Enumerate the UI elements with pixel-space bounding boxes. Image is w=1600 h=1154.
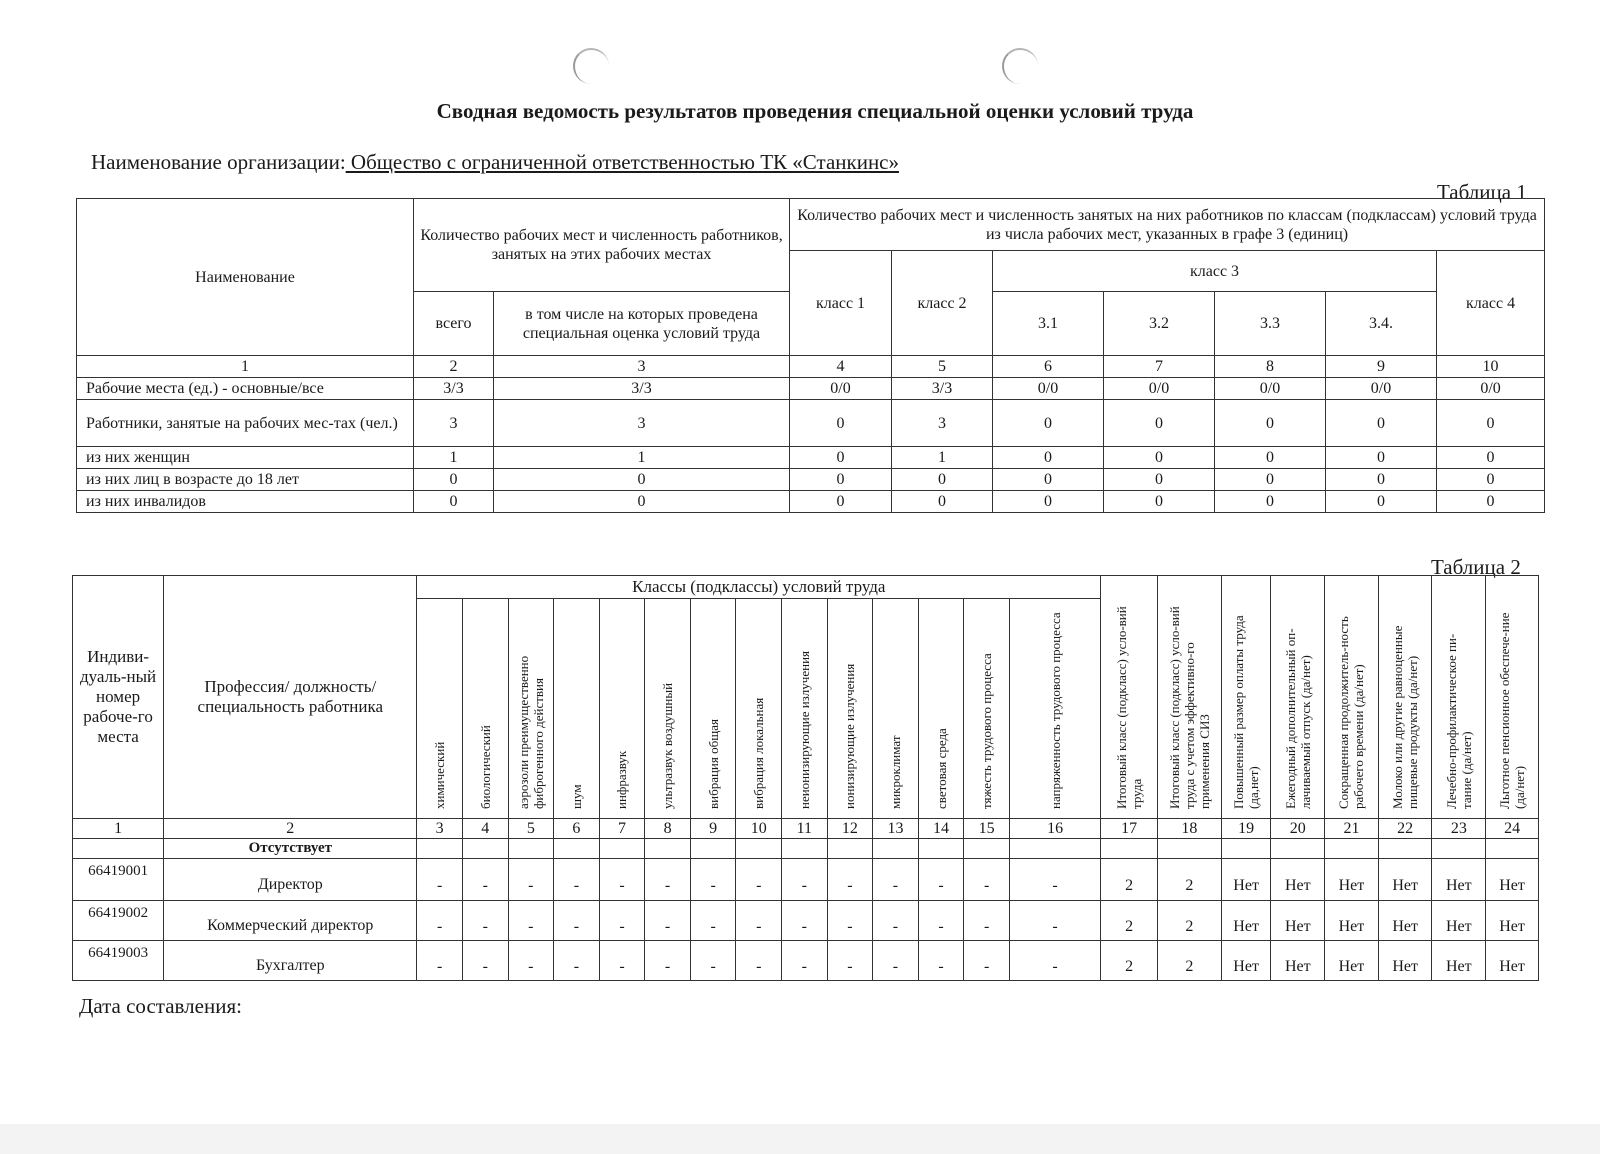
t2-header-result (1486, 576, 1539, 819)
t2-header-factor (964, 599, 1010, 819)
t2-header-factor (873, 599, 919, 819)
t2-row (73, 901, 1539, 941)
t2-header-factor (690, 599, 736, 819)
t1-cell: 0 (1326, 491, 1437, 513)
t2-cell: - (964, 941, 1010, 981)
t1-col-number: 3 (494, 356, 790, 378)
t1-col-number: 10 (1437, 356, 1545, 378)
t2-header-result-text: Молоко или другие равноценные пищевые продукты (да/нет) (1390, 625, 1421, 809)
t2-section-label: Отсутствует (164, 839, 417, 859)
t2-cell: - (918, 901, 964, 941)
t2-cell: - (462, 941, 508, 981)
t2-cell: Нет (1378, 941, 1432, 981)
t1-header-3-3: 3.3 (1215, 292, 1326, 356)
summary-table (76, 198, 1545, 513)
t2-col-number: 3 (417, 819, 463, 839)
t1-col-number: 7 (1104, 356, 1215, 378)
t2-row (73, 941, 1539, 981)
t2-section-empty (645, 839, 691, 859)
t2-header-factor-text: биологический (477, 725, 493, 809)
t2-cell: - (462, 859, 508, 901)
t2-cell: Нет (1325, 901, 1379, 941)
t2-cell: - (918, 941, 964, 981)
workplace-id: 66419002 (73, 901, 164, 941)
t1-cell: 0 (1104, 447, 1215, 469)
t2-cell: - (782, 941, 828, 981)
t2-header-factor (645, 599, 691, 819)
t2-section-empty (1157, 839, 1221, 859)
t2-cell: - (873, 941, 919, 981)
t2-cell: Нет (1271, 941, 1325, 981)
t2-header-factor-text: вибрация общая (705, 719, 721, 809)
t1-cell: 0 (790, 447, 892, 469)
t1-cell: 0 (790, 400, 892, 447)
t1-cell: 0/0 (1437, 378, 1545, 400)
t2-col-number: 19 (1221, 819, 1271, 839)
t1-cell: 0 (790, 469, 892, 491)
t1-cell: 0 (892, 469, 993, 491)
t2-header-factor (1009, 599, 1100, 819)
t2-cell: - (645, 901, 691, 941)
t1-cell: 0 (993, 447, 1104, 469)
t2-cell: - (690, 901, 736, 941)
t2-header-factor (462, 599, 508, 819)
t2-section-empty (918, 839, 964, 859)
t1-header-count: Количество рабочих мест и численность работников, занятых на этих рабочих местах (414, 199, 790, 292)
t1-row-label: Работники, занятые на рабочих мес-тах (чел.) (77, 400, 414, 447)
t2-cell: Нет (1432, 901, 1486, 941)
t2-header-factor-text: напряженность трудового процесса (1047, 612, 1063, 809)
t2-header-result-text: Ежегодный дополнительный оп-лачиваемый отпуск (да/нет) (1282, 628, 1313, 809)
t2-row (73, 859, 1539, 901)
t2-col-number: 18 (1157, 819, 1221, 839)
t1-cell: 0 (993, 469, 1104, 491)
t2-header-factor-text: шум (568, 784, 584, 809)
t2-section-empty (73, 839, 164, 859)
t2-cell: - (1009, 941, 1100, 981)
t1-column-numbers (77, 356, 1545, 378)
t2-cell: Нет (1221, 859, 1271, 901)
t1-col-number: 4 (790, 356, 892, 378)
t2-header-factor-text: вибрация локальная (751, 697, 767, 809)
t1-cell: 0 (1104, 400, 1215, 447)
t2-section-empty (508, 839, 554, 859)
t2-header-factor (827, 599, 873, 819)
t1-cell: 0 (1326, 469, 1437, 491)
t2-col-number: 10 (736, 819, 782, 839)
t2-section-empty (462, 839, 508, 859)
t2-cell: - (736, 859, 782, 901)
t2-col-number: 17 (1101, 819, 1158, 839)
t2-cell: 2 (1157, 941, 1221, 981)
t2-cell: - (508, 901, 554, 941)
organization-label: Наименование организации: (91, 150, 346, 174)
workplace-id: 66419001 (73, 859, 164, 901)
t2-header-result (1378, 576, 1432, 819)
t1-cell: 0/0 (1215, 378, 1326, 400)
t1-cell: 3/3 (892, 378, 993, 400)
t2-header-profession: Профессия/ должность/ специальность работника (164, 576, 417, 819)
t2-cell: - (736, 941, 782, 981)
t2-cell: - (873, 901, 919, 941)
t2-section-empty (964, 839, 1010, 859)
t1-cell: 0 (1437, 491, 1545, 513)
t2-header-factor-text: химический (432, 741, 448, 809)
t2-cell: 2 (1101, 859, 1158, 901)
t2-cell: - (690, 941, 736, 981)
t2-section-empty (1325, 839, 1379, 859)
t2-header-factor-text: ионизирующие излучения (842, 663, 858, 809)
t2-cell: Нет (1325, 859, 1379, 901)
t1-cell: 0 (1215, 469, 1326, 491)
t2-col-number: 1 (73, 819, 164, 839)
t2-col-number: 14 (918, 819, 964, 839)
t1-cell: 0 (414, 469, 494, 491)
t2-cell: Нет (1271, 859, 1325, 901)
t2-section-empty (690, 839, 736, 859)
t2-header-result (1432, 576, 1486, 819)
t2-header-factor-text: неионизирующие излучения (796, 651, 812, 809)
t2-col-number: 21 (1325, 819, 1379, 839)
t2-section-empty (599, 839, 645, 859)
t2-cell: - (417, 941, 463, 981)
t2-cell: - (417, 859, 463, 901)
t2-header-factor (554, 599, 600, 819)
t2-header-factor-text: ультразвук воздушный (660, 682, 676, 809)
t2-header-result-text: Лечебно-профилактическое пи-тание (да/нет) (1443, 633, 1474, 809)
t1-cell: 0 (790, 491, 892, 513)
t1-row (77, 400, 1545, 447)
t2-section-empty (1271, 839, 1325, 859)
t2-cell: - (827, 901, 873, 941)
t1-cell: 0/0 (1104, 378, 1215, 400)
t1-cell: 0 (1437, 447, 1545, 469)
table1-caption: Таблица 1 (1437, 180, 1527, 204)
table2-caption: Таблица 2 (1431, 555, 1521, 579)
t2-cell: - (873, 859, 919, 901)
t1-cell: 0 (1326, 400, 1437, 447)
t2-section-empty (827, 839, 873, 859)
t2-cell: - (690, 859, 736, 901)
t2-cell: - (462, 901, 508, 941)
t1-cell: 1 (414, 447, 494, 469)
t2-header-factor-text: аэрозоли преимущественно фиброгенного действия (515, 655, 546, 809)
t2-cell: - (827, 859, 873, 901)
t2-cell: 2 (1157, 901, 1221, 941)
t2-cell: Нет (1432, 859, 1486, 901)
organization-line (91, 150, 899, 175)
t2-cell: 2 (1101, 901, 1158, 941)
t1-cell: 0 (1104, 491, 1215, 513)
t2-cell: Нет (1325, 941, 1379, 981)
t1-cell: 0 (494, 469, 790, 491)
t1-cell: 0 (1215, 491, 1326, 513)
t2-cell: - (508, 941, 554, 981)
t1-row-label: Рабочие места (ед.) - основные/все (77, 378, 414, 400)
t1-cell: 0 (993, 400, 1104, 447)
t2-cell: Нет (1486, 901, 1539, 941)
compilation-date-label: Дата составления: (79, 994, 242, 1018)
t2-cell: - (508, 859, 554, 901)
t2-col-number: 16 (1009, 819, 1100, 839)
t2-cell: Нет (1271, 901, 1325, 941)
t1-row-label: из них лиц в возрасте до 18 лет (77, 469, 414, 491)
t2-section-empty (554, 839, 600, 859)
t2-cell: - (736, 901, 782, 941)
t2-col-number: 7 (599, 819, 645, 839)
t2-cell: Нет (1221, 941, 1271, 981)
t2-section-empty (736, 839, 782, 859)
punch-hole-right (1002, 48, 1038, 84)
t1-col-number: 6 (993, 356, 1104, 378)
t2-cell: - (599, 941, 645, 981)
t2-cell: - (1009, 859, 1100, 901)
t2-cell: - (827, 941, 873, 981)
t2-col-number: 12 (827, 819, 873, 839)
t2-header-result (1221, 576, 1271, 819)
profession-name: Бухгалтер (164, 941, 417, 981)
t2-header-classes: Классы (подклассы) условий труда (417, 576, 1101, 599)
t1-header-name: Наименование (77, 199, 414, 356)
t2-section-empty (1378, 839, 1432, 859)
t2-col-number: 2 (164, 819, 417, 839)
t1-header-classes: Количество рабочих мест и численность занятых на них работников по классам (подклассам) условий труда из числа рабочих мест, указанных в графе 3 (единиц) (790, 199, 1545, 251)
t2-cell: Нет (1486, 859, 1539, 901)
t1-col-number: 2 (414, 356, 494, 378)
t2-header-factor (508, 599, 554, 819)
t2-header-result (1325, 576, 1379, 819)
t1-header-3-1: 3.1 (993, 292, 1104, 356)
t1-cell: 0 (993, 491, 1104, 513)
t1-header-3-2: 3.2 (1104, 292, 1215, 356)
t1-cell: 1 (494, 447, 790, 469)
t2-col-number: 11 (782, 819, 828, 839)
t2-cell: - (964, 901, 1010, 941)
t2-header-result-text: Итоговый класс (подкласс) усло-вий труда (1114, 606, 1145, 809)
t1-cell: 0 (1437, 400, 1545, 447)
t2-section-empty (1486, 839, 1539, 859)
t2-col-number: 4 (462, 819, 508, 839)
t2-header-factor-text: микроклимат (887, 735, 903, 809)
t1-header-class3: класс 3 (993, 251, 1437, 292)
t2-header-factor-text: инфразвук (614, 750, 630, 809)
t2-cell: Нет (1486, 941, 1539, 981)
t2-cell: - (554, 901, 600, 941)
t1-cell: 0 (1215, 400, 1326, 447)
t1-header-class4: класс 4 (1437, 251, 1545, 356)
organization-name: Общество с ограниченной ответственностью ТК «Станкинс» (345, 150, 899, 174)
t2-header-factor (599, 599, 645, 819)
t2-header-factor-text: тяжесть трудового процесса (979, 653, 995, 809)
profession-name: Коммерческий директор (164, 901, 417, 941)
t2-col-number: 22 (1378, 819, 1432, 839)
t2-header-factor (782, 599, 828, 819)
t1-header-total: всего (414, 292, 494, 356)
t1-cell: 3 (892, 400, 993, 447)
t1-cell: 0 (1326, 447, 1437, 469)
t1-row (77, 469, 1545, 491)
t1-row-label: из них женщин (77, 447, 414, 469)
t1-col-number: 9 (1326, 356, 1437, 378)
t2-header-factor (736, 599, 782, 819)
t2-col-number: 20 (1271, 819, 1325, 839)
t2-header-result (1101, 576, 1158, 819)
scan-bottom-strip (0, 1124, 1600, 1154)
t2-cell: Нет (1378, 901, 1432, 941)
t1-cell: 0 (494, 491, 790, 513)
workplaces-table (72, 575, 1539, 981)
t2-cell: Нет (1432, 941, 1486, 981)
document-title: Сводная ведомость результатов проведения специальной оценки условий труда (436, 99, 1194, 123)
t2-col-number: 6 (554, 819, 600, 839)
t2-cell: - (417, 901, 463, 941)
t2-section-empty (782, 839, 828, 859)
t1-row (77, 378, 1545, 400)
t2-section-empty (873, 839, 919, 859)
t1-cell: 0 (1437, 469, 1545, 491)
t1-cell: 3/3 (494, 378, 790, 400)
t1-cell: 0 (414, 491, 494, 513)
t1-cell: 3 (494, 400, 790, 447)
t1-col-number: 8 (1215, 356, 1326, 378)
t1-cell: 0/0 (993, 378, 1104, 400)
t1-row (77, 447, 1545, 469)
t2-cell: - (964, 859, 1010, 901)
t2-header-result-text: Итоговый класс (подкласс) усло-вий труда с учетом эффективно-го применения СИЗ (1166, 606, 1212, 809)
t2-column-numbers (73, 819, 1539, 839)
t1-header-class2: класс 2 (892, 251, 993, 356)
t2-cell: - (782, 859, 828, 901)
t2-cell: - (554, 941, 600, 981)
t2-cell: 2 (1101, 941, 1158, 981)
t1-cell: 0 (892, 491, 993, 513)
t2-cell: - (1009, 901, 1100, 941)
t2-header-result-text: Льготное пенсионное обеспече-ние (да/нет) (1497, 612, 1528, 809)
t2-cell: - (918, 859, 964, 901)
t2-header-factor (918, 599, 964, 819)
t2-header-factor-text: световая среда (933, 728, 949, 809)
profession-name: Директор (164, 859, 417, 901)
t2-cell: - (645, 859, 691, 901)
t2-col-number: 5 (508, 819, 554, 839)
t2-cell: Нет (1221, 901, 1271, 941)
t1-cell: 0/0 (1326, 378, 1437, 400)
t2-header-result-text: Сокращенная продолжитель-ность рабочего времени (да/нет) (1336, 616, 1367, 809)
t1-header-class1: класс 1 (790, 251, 892, 356)
t2-section-row (73, 839, 1539, 859)
workplace-id: 66419003 (73, 941, 164, 981)
t2-cell: 2 (1157, 859, 1221, 901)
t1-row-label: из них инвалидов (77, 491, 414, 513)
t1-row (77, 491, 1545, 513)
t2-col-number: 8 (645, 819, 691, 839)
t2-header-result (1157, 576, 1221, 819)
t1-header-assessed: в том числе на которых проведена специальная оценка условий труда (494, 292, 790, 356)
t2-header-id: Индиви-дуаль-ный номер рабоче-го места (73, 576, 164, 819)
t2-cell: - (645, 941, 691, 981)
t2-cell: - (554, 859, 600, 901)
t1-cell: 1 (892, 447, 993, 469)
t1-cell: 0/0 (790, 378, 892, 400)
t1-header-3-4: 3.4. (1326, 292, 1437, 356)
t2-col-number: 15 (964, 819, 1010, 839)
t2-cell: - (599, 859, 645, 901)
t1-cell: 0 (1104, 469, 1215, 491)
t2-section-empty (1221, 839, 1271, 859)
t1-col-number: 1 (77, 356, 414, 378)
t1-cell: 0 (1215, 447, 1326, 469)
t2-section-empty (1432, 839, 1486, 859)
t1-col-number: 5 (892, 356, 993, 378)
t1-cell: 3/3 (414, 378, 494, 400)
t2-section-empty (1101, 839, 1158, 859)
t2-cell: Нет (1378, 859, 1432, 901)
t2-col-number: 23 (1432, 819, 1486, 839)
t2-header-result-text: Повышенный размер оплаты труда (да,нет) (1231, 615, 1262, 809)
t2-cell: - (782, 901, 828, 941)
t2-cell: - (599, 901, 645, 941)
t2-header-factor (417, 599, 463, 819)
t2-col-number: 24 (1486, 819, 1539, 839)
t2-header-result (1271, 576, 1325, 819)
t2-col-number: 9 (690, 819, 736, 839)
t2-col-number: 13 (873, 819, 919, 839)
t2-section-empty (1009, 839, 1100, 859)
t2-section-empty (417, 839, 463, 859)
t1-cell: 3 (414, 400, 494, 447)
punch-hole-left (573, 48, 609, 84)
